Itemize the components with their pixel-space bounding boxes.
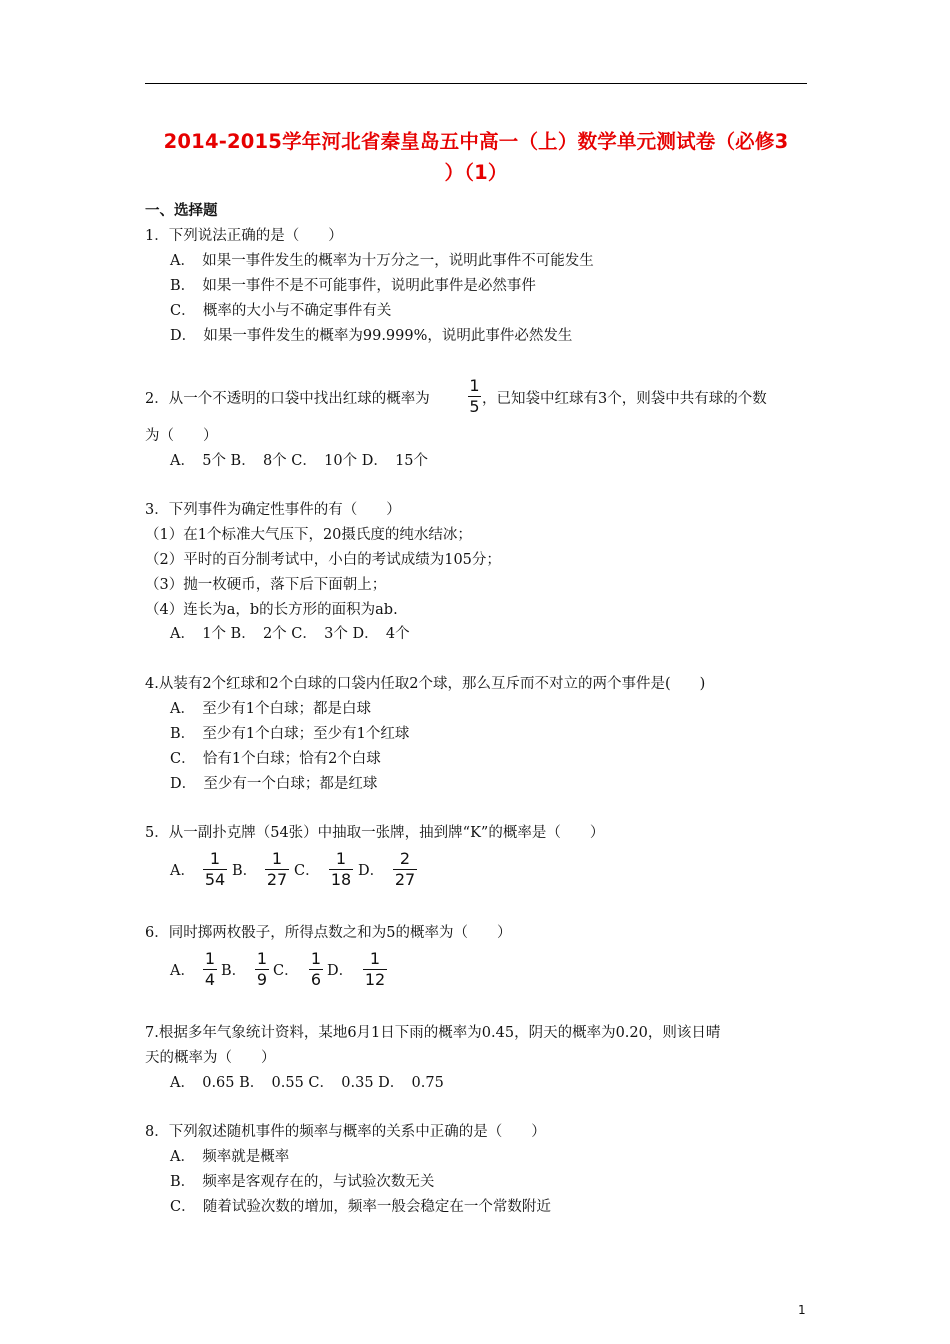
q2-options: A． 5个 B． 8个 C． 10个 D． 15个 [170, 453, 429, 469]
q5-fraction-d [393, 850, 417, 889]
q5-label-b: B． [232, 863, 258, 879]
q6-fraction-d-numerator: 1 [369, 949, 381, 968]
q1-option-a: A． 如果一事件发生的概率为十万分之一，说明此事件不可能发生 [170, 253, 594, 269]
q5-fraction-a-numerator: 1 [209, 849, 221, 868]
title-line-2: ）（1） [444, 161, 508, 184]
q6-label-b: B． [221, 963, 247, 979]
q4-stem: 4.从装有2个红球和2个白球的口袋内任取2个球，那么互斥而不对立的两个事件是( ) [145, 676, 706, 692]
q5-fraction-b [265, 850, 289, 889]
section-heading: 一、选择题 [145, 203, 218, 219]
q6-fraction-b-denominator: 9 [256, 970, 268, 990]
q8-stem: 8．下列叙述随机事件的频率与概率的关系中正确的是（ ） [145, 1124, 546, 1140]
q7-options: A． 0.65 B． 0.55 C． 0.35 D． 0.75 [170, 1075, 444, 1091]
q8-option-b: B． 频率是客观存在的，与试验次数无关 [170, 1174, 435, 1190]
q6-stem: 6．同时掷两枚骰子，所得点数之和为5的概率为（ ） [145, 925, 512, 941]
q5-fraction-c-denominator: 18 [330, 870, 352, 890]
q2-fraction-denominator: 5 [469, 397, 480, 417]
q6-fraction-c-numerator: 1 [310, 949, 322, 968]
q7-stem-part1: 7.根据多年气象统计资料，某地6月1日下雨的概率为0.45，阴天的概率为0.20，则该日晴 [145, 1025, 721, 1041]
q2-stem-part1: 2．从一个不透明的口袋中找出红球的概率为 [145, 391, 430, 407]
page-number: 1 [798, 1303, 806, 1317]
title-line-1: 2014-2015学年河北省秦皇岛五中高一（上）数学单元测试卷（必修3 [163, 130, 789, 153]
q3-stem: 3．下列事件为确定性事件的有（ ） [145, 502, 401, 518]
q6-fraction-b [255, 950, 269, 989]
q8-option-c: C． 随着试验次数的增加，频率一般会稳定在一个常数附近 [170, 1199, 551, 1215]
q5-fraction-d-denominator: 27 [394, 870, 416, 890]
q6-fraction-c-denominator: 6 [310, 970, 322, 990]
q3-options: A． 1个 B． 2个 C． 3个 D． 4个 [170, 626, 410, 642]
q5-fraction-a-denominator: 54 [204, 870, 226, 890]
q3-statement-3: （3）抛一枚硬币，落下后下面朝上； [145, 577, 387, 593]
q6-fraction-a-numerator: 1 [204, 949, 216, 968]
q2-stem-part2: ，已知袋中红球有3个，则袋中共有球的个数 [482, 391, 767, 407]
q6-fraction-b-numerator: 1 [256, 949, 268, 968]
page-title [140, 126, 812, 188]
q4-option-d: D． 至少有一个白球；都是红球 [170, 776, 378, 792]
q6-fraction-a [203, 950, 217, 989]
q5-fraction-b-denominator: 27 [266, 870, 288, 890]
q5-label-a: A． [170, 863, 195, 879]
q8-option-a: A． 频率就是概率 [170, 1149, 290, 1165]
q6-fraction-a-denominator: 4 [204, 970, 216, 990]
q5-fraction-b-numerator: 1 [271, 849, 283, 868]
q3-statement-2: （2）平时的百分制考试中，小白的考试成绩为105分； [145, 552, 501, 568]
q1-option-c: C． 概率的大小与不确定事件有关 [170, 303, 392, 319]
q5-fraction-d-numerator: 2 [399, 849, 411, 868]
q2-stem-part3: 为（ ） [145, 428, 218, 444]
q4-option-a: A． 至少有1个白球；都是白球 [170, 701, 371, 717]
q5-stem: 5．从一副扑克牌（54张）中抽取一张牌，抽到牌“K”的概率是（ ） [145, 825, 605, 841]
q5-fraction-a [203, 850, 227, 889]
q2-fraction-numerator: 1 [469, 376, 480, 395]
q5-fraction-c [329, 850, 353, 889]
header-rule [145, 83, 807, 84]
q1-stem: 1．下列说法正确的是（ ） [145, 228, 343, 244]
q5-label-c: C． [294, 863, 320, 879]
q1-option-d: D． 如果一事件发生的概率为99.999%，说明此事件必然发生 [170, 328, 573, 344]
q3-statement-4: （4）连长为a，b的长方形的面积为ab. [145, 602, 398, 618]
q2-fraction [468, 377, 481, 416]
q6-fraction-c [309, 950, 323, 989]
q3-statement-1: （1）在1个标准大气压下，20摄氏度的纯水结冰； [145, 527, 472, 543]
q4-option-b: B． 至少有1个白球；至少有1个红球 [170, 726, 410, 742]
q6-label-c: C． [273, 963, 299, 979]
q4-option-c: C． 恰有1个白球；恰有2个白球 [170, 751, 381, 767]
q5-label-d: D． [358, 863, 385, 879]
q6-label-a: A． [170, 963, 195, 979]
q1-option-b: B． 如果一事件不是不可能事件，说明此事件是必然事件 [170, 278, 536, 294]
q5-fraction-c-numerator: 1 [335, 849, 347, 868]
q6-fraction-d [363, 950, 387, 989]
q7-stem-part2: 天的概率为（ ） [145, 1050, 276, 1066]
q6-fraction-d-denominator: 12 [364, 970, 386, 990]
q6-label-d: D． [327, 963, 354, 979]
